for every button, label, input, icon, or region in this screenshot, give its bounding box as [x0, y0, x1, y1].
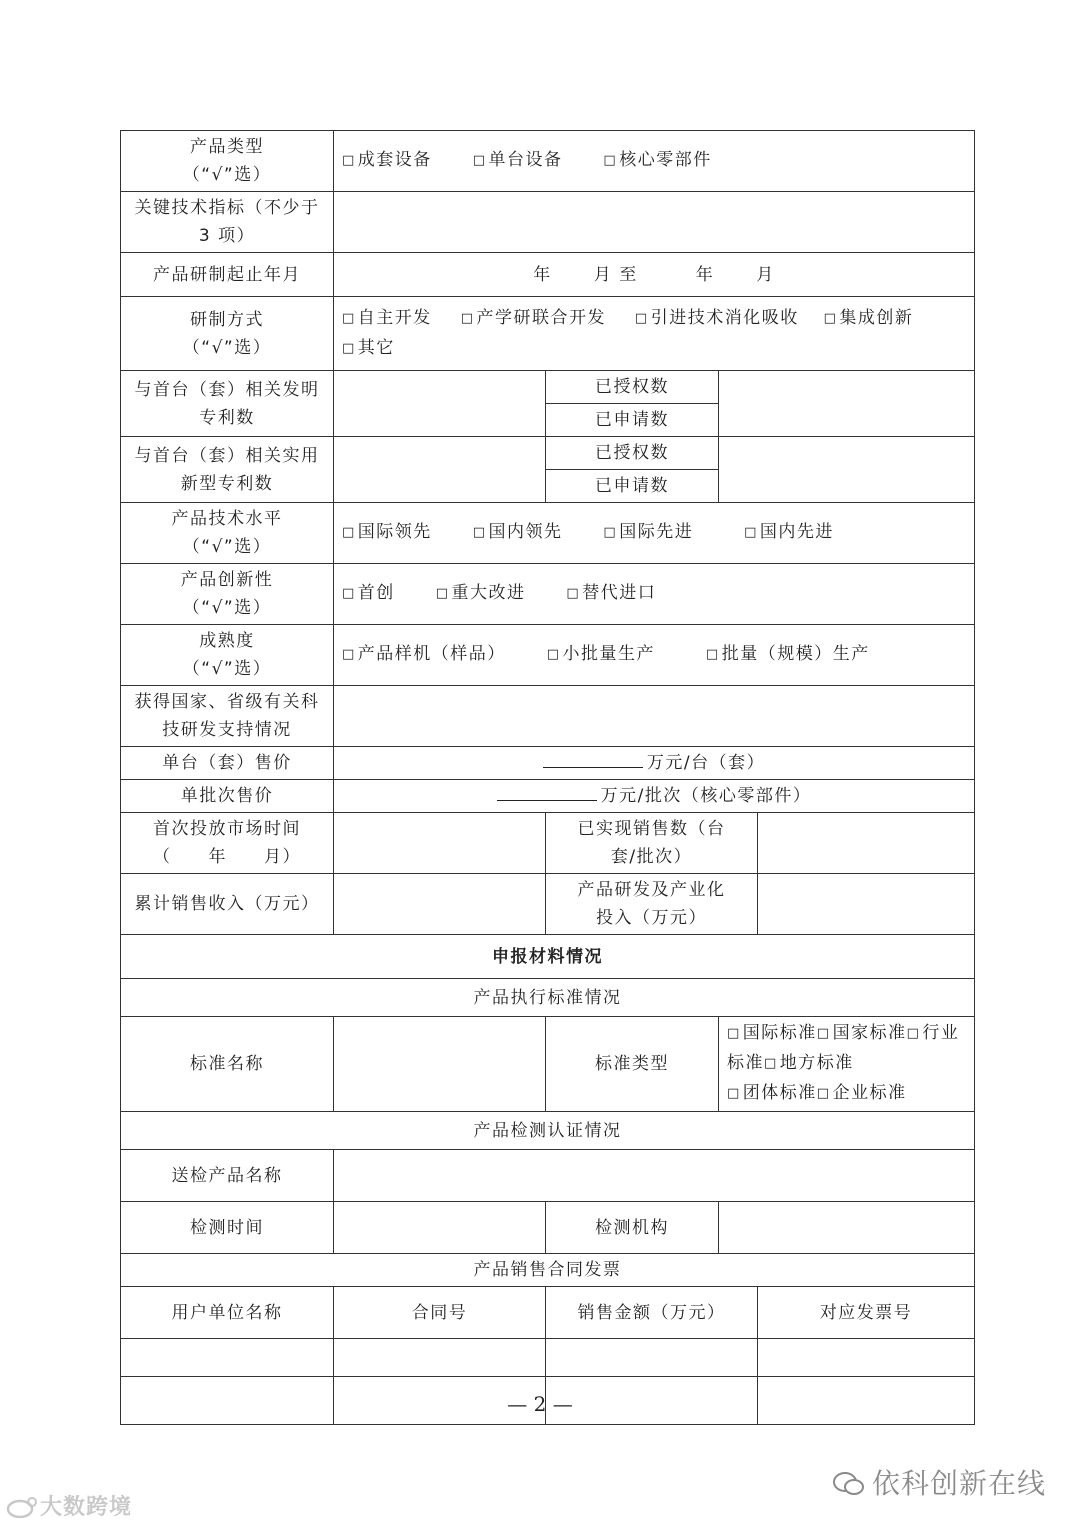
watermark-left: 大数跨境 — [6, 1490, 132, 1521]
checkbox-icon[interactable]: □ — [472, 525, 487, 540]
option-complete-set[interactable]: □ 成套设备 — [342, 150, 432, 170]
contracts-section-title: 产品销售合同发票 — [121, 1254, 975, 1287]
dev-method-options — [334, 297, 975, 371]
checkbox-icon[interactable]: □ — [603, 153, 618, 168]
checkbox-icon[interactable]: □ — [705, 647, 720, 662]
dev-period-label: 产品研制起止年月 — [121, 253, 334, 297]
standard-name-field[interactable] — [334, 1017, 546, 1112]
contract-no-cell[interactable] — [334, 1339, 546, 1377]
option-joint-development[interactable]: □ 产学研联合开发 — [460, 307, 606, 328]
option-enterprise-standard[interactable]: □ 企业标准 — [816, 1083, 907, 1103]
test-agency-label: 检测机构 — [546, 1202, 719, 1254]
checkbox-icon[interactable]: □ — [744, 525, 758, 540]
batch-price-label: 单批次售价 — [121, 780, 334, 813]
header-invoice-no: 对应发票号 — [758, 1287, 975, 1339]
option-import-substitution[interactable]: □ 替代进口 — [566, 583, 657, 603]
utility-patent-count-field[interactable] — [719, 437, 975, 503]
option-intl-leading[interactable]: □ 国际领先 — [342, 522, 432, 542]
row-first-market — [121, 813, 975, 874]
maturity-options — [334, 625, 975, 686]
option-mass-production[interactable]: □ 批量（规模）生产 — [705, 644, 870, 664]
standard-type-label: 标准类型 — [546, 1017, 719, 1112]
option-national-standard[interactable]: □ 国家标准 — [816, 1023, 907, 1043]
support-field[interactable] — [334, 686, 975, 747]
checkbox-icon[interactable]: □ — [816, 1026, 831, 1041]
testing-section-title: 产品检测认证情况 — [121, 1112, 975, 1150]
option-core-parts[interactable]: □ 核心零部件 — [603, 150, 712, 170]
table-row — [121, 1339, 975, 1377]
checkbox-icon[interactable]: □ — [342, 586, 356, 601]
product-type-label: 产品类型 （“√”选） — [121, 131, 334, 192]
option-small-batch[interactable]: □ 小批量生产 — [546, 644, 655, 664]
row-standards — [121, 1017, 975, 1112]
revenue-field[interactable] — [334, 874, 546, 935]
investment-label: 产品研发及产业化 投入（万元） — [546, 874, 758, 935]
standards-section-title: 产品执行标准情况 — [121, 979, 975, 1017]
header-amount: 销售金额（万元） — [546, 1287, 758, 1339]
sold-count-label: 已实现销售数（台 套/批次） — [546, 813, 758, 874]
checkbox-icon[interactable]: □ — [342, 647, 356, 662]
test-product-label: 送检产品名称 — [121, 1150, 334, 1202]
option-prototype[interactable]: □ 产品样机（样品） — [342, 644, 506, 664]
row-materials-heading — [121, 935, 975, 979]
test-time-field[interactable] — [334, 1202, 546, 1254]
option-single-unit[interactable]: □ 单台设备 — [472, 150, 563, 170]
standard-name-label: 标准名称 — [121, 1017, 334, 1112]
maturity-label: 成熟度 （“√”选） — [121, 625, 334, 686]
option-group-standard[interactable]: □ 团体标准 — [727, 1083, 817, 1103]
row-contracts-header — [121, 1287, 975, 1339]
test-agency-field[interactable] — [719, 1202, 975, 1254]
row-tech-level — [121, 503, 975, 564]
row-test-product — [121, 1150, 975, 1202]
row-key-tech — [121, 192, 975, 253]
application-form-table — [120, 130, 975, 1425]
row-testing-heading — [121, 1112, 975, 1150]
checkbox-icon[interactable]: □ — [603, 525, 618, 540]
page-number: — 2 — — [507, 1392, 573, 1416]
checkbox-icon[interactable]: □ — [342, 153, 356, 168]
key-tech-label: 关键技术指标（不少于 3 项） — [121, 192, 334, 253]
checkbox-icon[interactable]: □ — [727, 1026, 741, 1041]
row-utility-patent-granted — [121, 437, 975, 470]
row-invention-patent-granted — [121, 371, 975, 404]
utility-patent-field[interactable] — [334, 437, 546, 503]
unit-price-label: 单台（套）售价 — [121, 747, 334, 780]
dev-period-field[interactable]: 年 月 至 年 月 — [334, 253, 975, 297]
first-market-field[interactable] — [334, 813, 546, 874]
sold-count-field[interactable] — [758, 813, 975, 874]
investment-field[interactable] — [758, 874, 975, 935]
option-local-standard[interactable]: □ 地方标准 — [764, 1053, 854, 1073]
option-domestic-leading[interactable]: □ 国内领先 — [472, 522, 563, 542]
checkbox-icon[interactable]: □ — [816, 1086, 831, 1101]
row-dev-period — [121, 253, 975, 297]
row-support — [121, 686, 975, 747]
invention-patent-count-field[interactable] — [719, 371, 975, 437]
option-major-improvement[interactable]: □ 重大改进 — [435, 583, 526, 603]
checkbox-icon[interactable]: □ — [435, 586, 450, 601]
first-market-label: 首次投放市场时间 （ 年 月） — [121, 813, 334, 874]
tech-level-options — [334, 503, 975, 564]
option-industry-standard[interactable]: □ 行业 — [906, 1023, 960, 1043]
option-intl-standard[interactable]: □ 国际标准 — [727, 1023, 817, 1043]
dev-method-label: 研制方式 （“√”选） — [121, 297, 334, 371]
customer-cell[interactable] — [121, 1339, 334, 1377]
batch-price-blank[interactable] — [497, 782, 597, 801]
checkbox-icon[interactable]: □ — [342, 340, 356, 356]
option-first-of-kind[interactable]: □ 首创 — [342, 583, 395, 603]
key-tech-field[interactable] — [334, 192, 975, 253]
checkbox-icon[interactable]: □ — [823, 310, 838, 326]
invention-patent-field[interactable] — [334, 371, 546, 437]
unit-price-blank[interactable] — [543, 749, 643, 768]
batch-price-field[interactable]: 万元/批次（核心零部件） — [334, 780, 975, 813]
checkbox-icon[interactable]: □ — [727, 1086, 741, 1101]
option-integrated-innovation[interactable]: □ 集成创新 — [823, 307, 914, 328]
support-label: 获得国家、省级有关科 技研发支持情况 — [121, 686, 334, 747]
row-contracts-heading — [121, 1254, 975, 1287]
row-dev-method — [121, 297, 975, 371]
option-domestic-advanced[interactable]: □ 国内先进 — [744, 522, 834, 542]
checkbox-icon[interactable]: □ — [764, 1056, 778, 1071]
standard-type-options: □ 国际标准□ 国家标准□ 行业 标准□ 地方标准 □ 团体标准□ 企业标准 — [719, 1017, 975, 1112]
utility-applied-label: 已申请数 — [546, 470, 719, 503]
checkbox-icon[interactable]: □ — [546, 647, 561, 662]
utility-patent-label: 与首台（套）相关实用 新型专利数 — [121, 437, 334, 503]
row-product-type — [121, 131, 975, 192]
innovation-label: 产品创新性 （“√”选） — [121, 564, 334, 625]
row-maturity — [121, 625, 975, 686]
test-time-label: 检测时间 — [121, 1202, 334, 1254]
checkbox-icon[interactable]: □ — [342, 310, 356, 326]
weibo-logo-icon — [6, 1496, 40, 1518]
invention-applied-label: 已申请数 — [546, 404, 719, 437]
checkbox-icon[interactable]: □ — [472, 153, 487, 168]
utility-granted-label: 已授权数 — [546, 437, 719, 470]
option-self-developed[interactable]: □ 自主开发 — [342, 307, 432, 328]
product-type-options — [334, 131, 975, 192]
watermark-right: 依科创新在线 — [832, 1462, 1046, 1502]
amount-cell[interactable] — [546, 1339, 758, 1377]
option-other[interactable]: □ 其它 — [342, 337, 395, 358]
row-unit-price — [121, 747, 975, 780]
header-contract-no: 合同号 — [334, 1287, 546, 1339]
row-batch-price — [121, 780, 975, 813]
row-innovation — [121, 564, 975, 625]
checkbox-icon[interactable]: □ — [460, 310, 475, 326]
revenue-label: 累计销售收入（万元） — [121, 874, 334, 935]
row-test-time — [121, 1202, 975, 1254]
row-revenue — [121, 874, 975, 935]
innovation-options — [334, 564, 975, 625]
test-product-field[interactable] — [334, 1150, 975, 1202]
row-standards-heading — [121, 979, 975, 1017]
checkbox-icon[interactable]: □ — [342, 525, 356, 540]
option-tech-absorption[interactable]: □ 引进技术消化吸收 — [634, 307, 799, 328]
header-customer: 用户单位名称 — [121, 1287, 334, 1339]
materials-section-title: 申报材料情况 — [121, 935, 975, 979]
invention-patent-label: 与首台（套）相关发明 专利数 — [121, 371, 334, 437]
wechat-logo-icon — [832, 1471, 866, 1497]
tech-level-label: 产品技术水平 （“√”选） — [121, 503, 334, 564]
invoice-no-cell[interactable] — [758, 1339, 975, 1377]
invention-granted-label: 已授权数 — [546, 371, 719, 404]
checkbox-icon[interactable]: □ — [566, 586, 581, 601]
option-intl-advanced[interactable]: □ 国际先进 — [603, 522, 694, 542]
checkbox-icon[interactable]: □ — [634, 310, 649, 326]
checkbox-icon[interactable]: □ — [906, 1026, 921, 1041]
unit-price-field[interactable]: 万元/台（套） — [334, 747, 975, 780]
